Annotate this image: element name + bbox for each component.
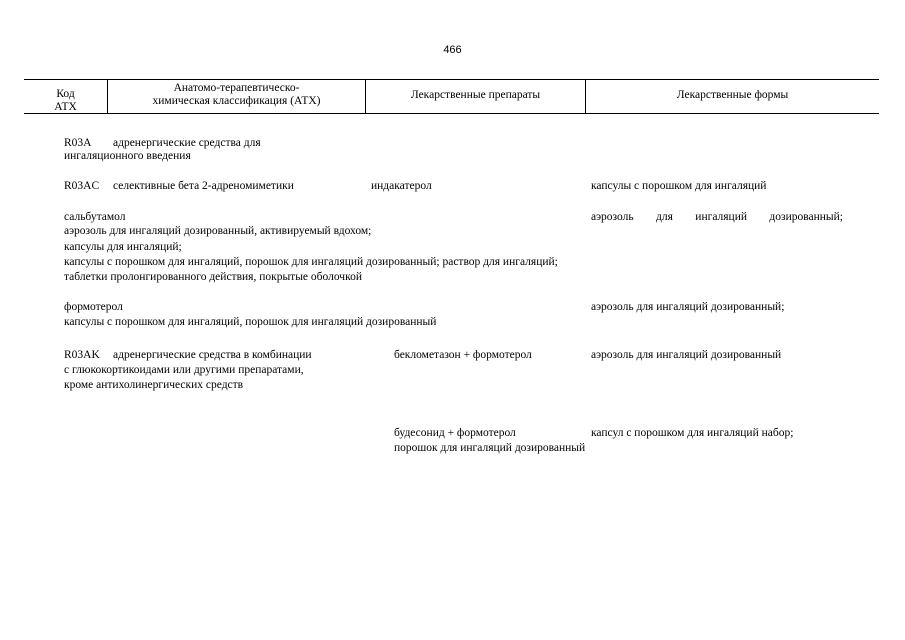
header-forms: Лекарственные формы (676, 89, 789, 101)
r03ak-name-line2: с глюкокортикоидами или другими препаратами, (64, 364, 304, 376)
r03a-name-line1: адренергические средства для (113, 137, 261, 149)
header-classification-line2: химическая классификация (АТХ) (152, 95, 321, 107)
salbutamol-forms-line2: капсулы для ингаляций; (64, 241, 182, 253)
budesonide-formoterol-name: будесонид + формотерол (394, 427, 516, 439)
r03ac-code: R03AC (64, 180, 100, 192)
beclometasone-formoterol-forms: аэрозоль для ингаляций дозированный (591, 349, 782, 361)
header-bottom-rule (24, 113, 879, 114)
beclometasone-formoterol-name: беклометазон + формотерол (394, 349, 532, 361)
header-top-rule (24, 79, 879, 80)
salbutamol-forms-first: аэрозоль для ингаляций дозированный; (591, 211, 843, 223)
header-code-line2: АТХ (54, 101, 77, 113)
r03ak-name-line1: адренергические средства в комбинации (113, 349, 312, 361)
r03ac-name: селективные бета 2-адреномиметики (113, 180, 294, 192)
budesonide-formoterol-forms-first: капсул с порошком для ингаляций набор; (591, 427, 794, 439)
budesonide-formoterol-forms-cont: порошок для ингаляций дозированный (394, 442, 586, 454)
header-drugs: Лекарственные препараты (410, 89, 541, 101)
indacaterol-forms: капсулы с порошком для ингаляций (591, 180, 767, 192)
indacaterol-name: индакатерол (371, 180, 432, 192)
page-number: 466 (443, 44, 462, 56)
r03a-name-line2: ингаляционного введения (64, 150, 191, 162)
formoterol-forms-first: аэрозоль для ингаляций дозированный; (591, 301, 785, 313)
r03ak-code: R03AK (64, 349, 100, 361)
salbutamol-forms-line4: таблетки пролонгированного действия, покрытые оболочкой (64, 271, 362, 283)
header-code-line1: Код (56, 88, 75, 100)
header-classification-line1: Анатомо-терапевтическо- (173, 82, 300, 94)
salbutamol-forms-line3: капсулы с порошком для ингаляций, порошок для ингаляций дозированный; раствор для ингаляций; (64, 256, 558, 268)
header-classification (108, 82, 365, 108)
r03a-code: R03A (64, 137, 92, 149)
salbutamol-name: сальбутамол (64, 211, 126, 223)
formoterol-name: формотерол (64, 301, 123, 313)
salbutamol-forms-line1: аэрозоль для ингаляций дозированный, активируемый вдохом; (64, 225, 372, 237)
header-code (24, 88, 107, 114)
formoterol-forms-cont: капсулы с порошком для ингаляций, порошок для ингаляций дозированный (64, 316, 437, 328)
r03ak-name-line3: кроме антихолинергических средств (64, 379, 244, 391)
